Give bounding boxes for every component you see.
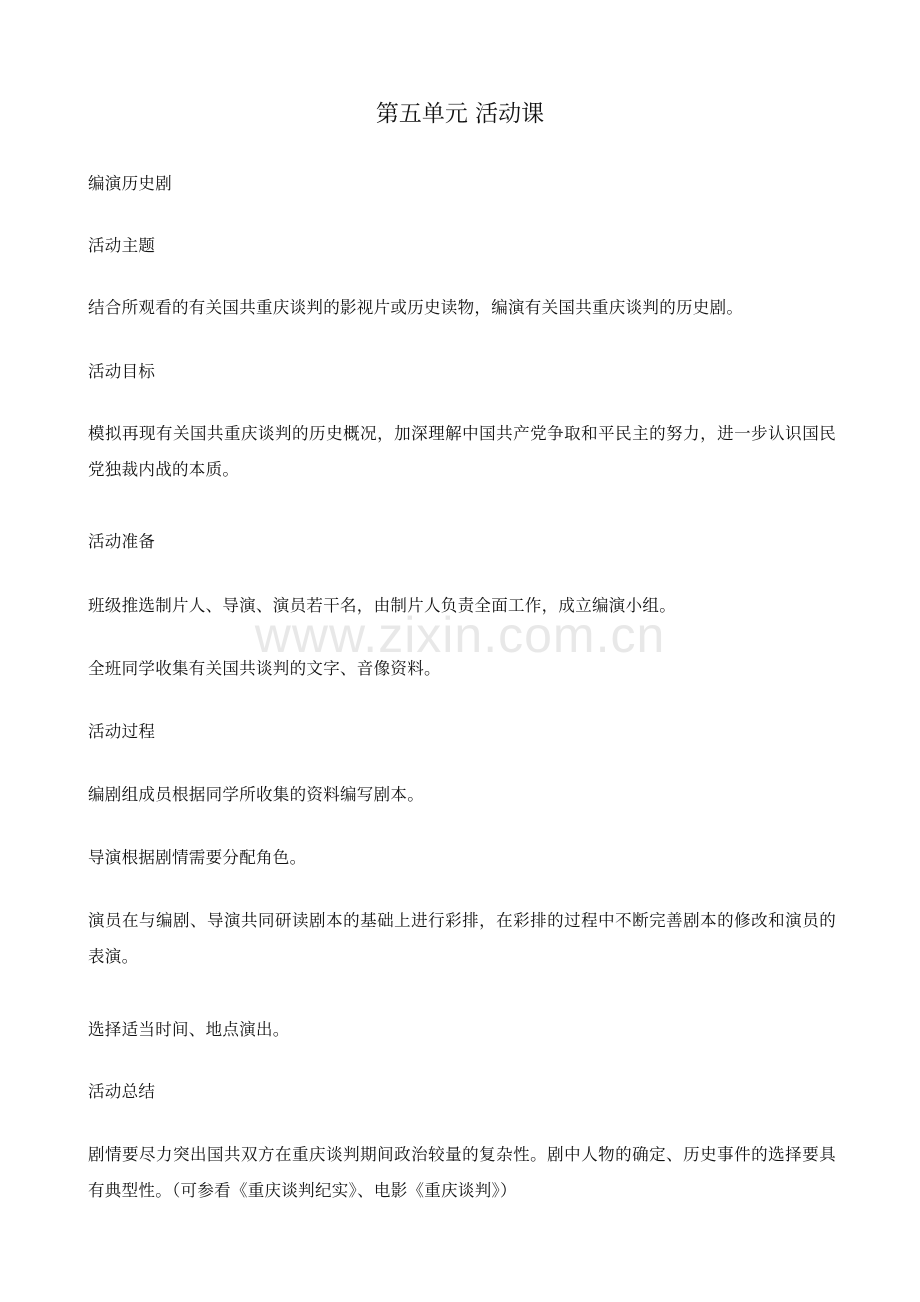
process-paragraph-1: 编剧组成员根据同学所收集的资料编写剧本。 bbox=[88, 785, 424, 804]
watermark: www.zixin.com.cn bbox=[254, 607, 666, 663]
page-title: 第五单元 活动课 bbox=[375, 101, 545, 127]
preparation-paragraph-2: 全班同学收集有关国共谈判的文字、音像资料。 bbox=[88, 659, 441, 678]
section-heading-process: 活动过程 bbox=[88, 722, 156, 741]
goal-paragraph: 模拟再现有关国共重庆谈判的历史概况，加深理解中国共产党争取和平民主的努力，进一步认识国民党独裁内战的本质。 bbox=[88, 424, 836, 479]
summary-paragraph: 剧情要尽力突出国共双方在重庆谈判期间政治较量的复杂性。剧中人物的确定、历史事件的选择要具有典型性。（可参看《重庆谈判纪实》、电影《重庆谈判》） bbox=[88, 1145, 836, 1200]
section-heading-theme: 活动主题 bbox=[88, 236, 156, 255]
process-paragraph-3: 演员在与编剧、导演共同研读剧本的基础上进行彩排，在彩排的过程中不断完善剧本的修改和演员的表演。 bbox=[88, 911, 836, 966]
section-heading-preparation: 活动准备 bbox=[88, 532, 156, 551]
section-heading-goal: 活动目标 bbox=[88, 362, 156, 381]
section-heading-summary: 活动总结 bbox=[88, 1082, 156, 1101]
section-heading-historical-drama: 编演历史剧 bbox=[88, 174, 172, 193]
preparation-paragraph-1: 班级推选制片人、导演、演员若干名，由制片人负责全面工作，成立编演小组。 bbox=[88, 596, 676, 615]
process-paragraph-2: 导演根据剧情需要分配角色。 bbox=[88, 848, 307, 867]
theme-paragraph: 结合所观看的有关国共重庆谈判的影视片或历史读物，编演有关国共重庆谈判的历史剧。 bbox=[88, 298, 744, 317]
process-paragraph-4: 选择适当时间、地点演出。 bbox=[88, 1020, 290, 1039]
